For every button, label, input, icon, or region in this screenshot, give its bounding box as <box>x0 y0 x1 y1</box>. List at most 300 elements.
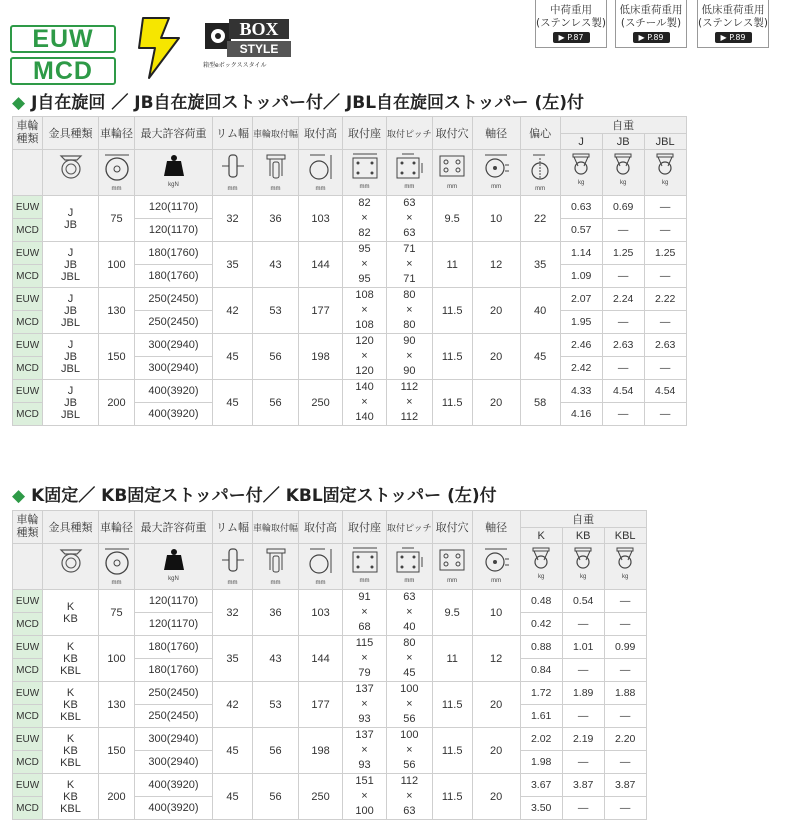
fitting-type: JB <box>64 304 77 317</box>
mount-height-cell: 177 <box>299 288 343 334</box>
rim-width-icon-cell <box>213 544 253 590</box>
max-load-cell: 300(2940) <box>135 334 213 357</box>
header-col3: 車輪径 <box>99 511 135 544</box>
max-load-cell: 120(1170) <box>135 613 213 636</box>
rim-width-icon <box>220 546 246 579</box>
mount-pitch-value: 63 <box>403 805 416 817</box>
fitting-types-cell <box>43 682 99 728</box>
fitting-types-cell <box>43 636 99 682</box>
legend-page-link[interactable]: ▶ P.89 <box>633 32 670 43</box>
mount-hole-cell: 11.5 <box>432 774 472 820</box>
axle-diameter-cell: 10 <box>472 196 520 242</box>
rim-width-icon-cell <box>213 150 253 196</box>
mount-plate-cell <box>343 242 387 288</box>
mount-pitch-value: 80 <box>403 289 416 301</box>
weight-cell: 1.89 <box>562 682 604 705</box>
wheel-diameter-icon <box>102 546 132 579</box>
max-load-cell: 300(2940) <box>135 728 213 751</box>
max-load-cell: 120(1170) <box>135 196 213 219</box>
header-col7: 取付高 <box>299 117 343 150</box>
mount-plate-cell <box>343 590 387 636</box>
fitting-type: JB <box>64 350 77 363</box>
weight-cell: 2.63 <box>602 334 644 357</box>
table-row <box>13 682 647 705</box>
fitting-type: JB <box>64 396 77 409</box>
header-weight-w1: J <box>560 134 602 150</box>
header-col8: 取付座 <box>343 117 387 150</box>
fitting-type: KB <box>63 744 78 757</box>
axle-diameter-cell: 20 <box>472 682 520 728</box>
mount-pitch-value: 90 <box>403 365 416 377</box>
mount-pitch-value: × <box>406 258 413 270</box>
header-weight-w1: K <box>520 528 562 544</box>
caster-weight-icon-cell <box>562 544 604 590</box>
unit-label: mm <box>111 580 122 586</box>
wheel-type-cell: EUW <box>13 380 43 403</box>
caster-weight-icon-cell <box>602 150 644 196</box>
weight-cell: 1.98 <box>520 751 562 774</box>
wheel-type-cell: EUW <box>13 196 43 219</box>
wheel-type-cell: EUW <box>13 288 43 311</box>
mount-pitch-cell <box>387 774 433 820</box>
swivel-caster-spec-table <box>12 116 687 426</box>
mount-height-icon <box>307 546 335 579</box>
mount-plate-value: × <box>361 350 368 362</box>
mount-hole-icon <box>437 546 467 577</box>
mount-plate-value: × <box>361 396 368 408</box>
rim-width-icon <box>220 152 246 185</box>
fitting-type: K <box>66 600 75 613</box>
mount-plate-value: × <box>361 790 368 802</box>
max-load-cell: 250(2450) <box>135 682 213 705</box>
weight-cell: 2.42 <box>560 357 602 380</box>
header-col10: 取付穴 <box>432 511 472 544</box>
mount-pitch-value: 45 <box>403 667 416 679</box>
fitting-type: KB <box>63 612 78 625</box>
unit-label: mm <box>404 578 415 584</box>
weight-cell: 1.25 <box>602 242 644 265</box>
caster-type-icon <box>57 152 85 183</box>
weight-cell: 1.01 <box>562 636 604 659</box>
table-row <box>13 728 647 751</box>
mount-plate-value: 137 <box>355 729 374 741</box>
weight-icon <box>161 546 187 575</box>
mount-pitch-value: × <box>406 652 413 664</box>
rim-width-cell: 45 <box>213 728 253 774</box>
header-col12: 偏心 <box>520 117 560 150</box>
section1-title-text: J自在旋回 ／ JB自在旋回ストッパー付／ JBL自在旋回ストッパー (左)付 <box>31 93 584 113</box>
fitting-types-cell <box>43 380 99 426</box>
wheel-type-cell: EUW <box>13 334 43 357</box>
weight-cell: 0.54 <box>562 590 604 613</box>
wheel-type-cell: EUW <box>13 242 43 265</box>
mount-height-cell: 177 <box>299 682 343 728</box>
fitting-types-cell <box>43 774 99 820</box>
mount-pitch-value: 63 <box>403 227 416 239</box>
mount-width-cell: 36 <box>253 590 299 636</box>
mount-pitch-value: 71 <box>403 243 416 255</box>
mount-pitch-icon-cell <box>387 150 433 196</box>
mount-pitch-value: 112 <box>400 411 419 423</box>
fitting-types-cell <box>43 242 99 288</box>
mount-plate-cell <box>343 636 387 682</box>
mount-width-icon-cell <box>253 544 299 590</box>
mount-plate-value: 91 <box>358 591 371 603</box>
axle-diameter-cell: 20 <box>472 288 520 334</box>
header-col5: リム幅 <box>213 117 253 150</box>
axle-diameter-cell: 20 <box>472 380 520 426</box>
legend-line: 低床重荷重用 <box>701 4 765 16</box>
max-load-cell: 180(1760) <box>135 636 213 659</box>
weight-cell: — <box>604 751 646 774</box>
mount-plate-icon-cell <box>343 544 387 590</box>
header-col3: 車輪径 <box>99 117 135 150</box>
unit-label: mm <box>270 580 281 586</box>
mount-width-cell: 36 <box>253 196 299 242</box>
caster-weight-icon-cell <box>644 150 686 196</box>
weight-cell: 0.69 <box>602 196 644 219</box>
mount-plate-value: 95 <box>358 273 371 285</box>
mount-plate-value: 93 <box>358 713 371 725</box>
rim-width-cell: 45 <box>213 334 253 380</box>
unit-label: mm <box>491 578 502 584</box>
unit-label: mm <box>359 578 370 584</box>
offset-cell: 58 <box>520 380 560 426</box>
mount-pitch-value: × <box>406 304 413 316</box>
weight-cell: 2.22 <box>644 288 686 311</box>
wheel-diameter-cell: 130 <box>99 682 135 728</box>
header-col4: 最大許容荷重 <box>135 117 213 150</box>
fitting-type: K <box>66 778 75 791</box>
weight-cell: 1.25 <box>644 242 686 265</box>
fitting-type: J <box>67 292 74 305</box>
caster-weight-icon <box>652 152 678 179</box>
weight-icon <box>161 152 187 181</box>
weight-cell: 2.07 <box>560 288 602 311</box>
legend-line: 中荷重用 <box>550 4 592 16</box>
mount-plate-value: 100 <box>355 805 374 817</box>
mount-plate-value: 79 <box>358 667 371 679</box>
wheel-type-cell: MCD <box>13 265 43 288</box>
header-col11: 軸径 <box>472 117 520 150</box>
legend-page-link[interactable]: ▶ P.87 <box>553 32 590 43</box>
mount-pitch-icon <box>394 152 424 183</box>
mount-height-icon-cell <box>299 150 343 196</box>
wheel-type-cell: MCD <box>13 403 43 426</box>
mount-pitch-value: 71 <box>403 273 416 285</box>
weight-cell: — <box>644 403 686 426</box>
wheel-diameter-icon-cell <box>99 544 135 590</box>
mount-plate-value: × <box>361 212 368 224</box>
mount-pitch-cell <box>387 288 433 334</box>
caster-weight-icon-cell <box>604 544 646 590</box>
max-load-cell: 120(1170) <box>135 219 213 242</box>
mount-height-icon-cell <box>299 544 343 590</box>
unit-label: kgN <box>168 576 179 582</box>
weight-cell: 0.57 <box>560 219 602 242</box>
mount-hole-icon-cell <box>432 544 472 590</box>
axle-diameter-icon <box>481 152 511 183</box>
wheel-type-cell: MCD <box>13 311 43 334</box>
unit-label: mm <box>270 186 281 192</box>
mount-plate-value: × <box>361 606 368 618</box>
header-col2: 金具種類 <box>43 511 99 544</box>
weight-cell: 4.16 <box>560 403 602 426</box>
mount-pitch-value: × <box>406 350 413 362</box>
mount-plate-icon-cell <box>343 150 387 196</box>
axle-diameter-cell: 20 <box>472 728 520 774</box>
mount-pitch-cell <box>387 682 433 728</box>
caster-weight-icon <box>568 152 594 179</box>
unit-label: kg <box>579 574 587 580</box>
mount-pitch-value: × <box>406 698 413 710</box>
legend-line: 低床重荷重用 <box>619 4 683 16</box>
axle-diameter-cell: 12 <box>472 636 520 682</box>
lightning-bolt-icon <box>135 16 185 80</box>
wheel-type-cell: EUW <box>13 682 43 705</box>
wheel-type-cell: MCD <box>13 613 43 636</box>
table-row <box>13 242 687 265</box>
weight-icon-cell <box>135 544 213 590</box>
weight-cell: 3.67 <box>520 774 562 797</box>
header-col6: 車輪取付幅 <box>253 117 299 150</box>
header-weight-w3: JBL <box>644 134 686 150</box>
offset-icon-cell <box>520 150 560 196</box>
mount-height-cell: 103 <box>299 590 343 636</box>
max-load-cell: 400(3920) <box>135 774 213 797</box>
max-load-cell: 180(1760) <box>135 242 213 265</box>
weight-cell: 1.61 <box>520 705 562 728</box>
mount-plate-cell <box>343 196 387 242</box>
mount-plate-value: 151 <box>355 775 374 787</box>
unit-label: kg <box>619 180 627 186</box>
weight-cell: 1.88 <box>604 682 646 705</box>
header-col2: 金具種類 <box>43 117 99 150</box>
mount-width-icon-cell <box>253 150 299 196</box>
caster-weight-icon <box>610 152 636 179</box>
rim-width-cell: 35 <box>213 242 253 288</box>
mount-pitch-value: × <box>406 606 413 618</box>
icon-blank <box>13 150 43 196</box>
weight-cell: — <box>644 311 686 334</box>
fitting-type: J <box>67 338 74 351</box>
wheel-diameter-cell: 75 <box>99 590 135 636</box>
wheel-diameter-cell: 100 <box>99 242 135 288</box>
max-load-cell: 400(3920) <box>135 403 213 426</box>
rim-width-cell: 42 <box>213 288 253 334</box>
weight-cell: 1.09 <box>560 265 602 288</box>
wheel-diameter-cell: 75 <box>99 196 135 242</box>
header-weight-w2: JB <box>602 134 644 150</box>
weight-cell: — <box>602 311 644 334</box>
mount-pitch-value: × <box>406 396 413 408</box>
mount-pitch-value: 63 <box>403 591 416 603</box>
max-load-cell: 400(3920) <box>135 797 213 820</box>
section2-title-text: K固定／ KB固定ストッパー付／ KBL固定ストッパー (左)付 <box>31 486 497 506</box>
weight-cell: 2.46 <box>560 334 602 357</box>
fitting-type: J <box>67 384 74 397</box>
fitting-type: JBL <box>61 408 80 421</box>
mount-pitch-icon <box>394 546 424 577</box>
mount-plate-value: 82 <box>358 227 371 239</box>
mount-height-cell: 250 <box>299 774 343 820</box>
mount-plate-value: 140 <box>355 411 374 423</box>
mount-width-cell: 56 <box>253 334 299 380</box>
offset-cell: 35 <box>520 242 560 288</box>
weight-cell: — <box>602 219 644 242</box>
fitting-types-cell <box>43 334 99 380</box>
header-col5: リム幅 <box>213 511 253 544</box>
unit-label: kg <box>661 180 669 186</box>
weight-cell: — <box>604 797 646 820</box>
mount-plate-value: × <box>361 304 368 316</box>
max-load-cell: 180(1760) <box>135 659 213 682</box>
weight-cell: 4.33 <box>560 380 602 403</box>
wheel-type-cell: EUW <box>13 728 43 751</box>
mount-plate-value: 108 <box>355 289 374 301</box>
mount-plate-icon <box>350 152 380 183</box>
weight-cell: 2.02 <box>520 728 562 751</box>
unit-label: kg <box>537 574 545 580</box>
unit-label: kg <box>577 180 585 186</box>
fitting-type: J <box>67 206 74 219</box>
legend-page-link[interactable]: ▶ P.89 <box>715 32 752 43</box>
icon-blank <box>13 544 43 590</box>
mount-plate-value: 68 <box>358 621 371 633</box>
weight-cell: — <box>562 613 604 636</box>
header-weight-w2: KB <box>562 528 604 544</box>
wheel-type-cell: MCD <box>13 659 43 682</box>
legend-line: (ステンレス製) <box>536 17 606 29</box>
mount-plate-cell <box>343 728 387 774</box>
table-row <box>13 334 687 357</box>
mount-width-icon <box>263 152 289 185</box>
offset-cell: 45 <box>520 334 560 380</box>
mount-hole-cell: 11.5 <box>432 380 472 426</box>
axle-diameter-cell: 20 <box>472 774 520 820</box>
weight-cell: 1.14 <box>560 242 602 265</box>
mount-height-cell: 144 <box>299 242 343 288</box>
header-col8: 取付座 <box>343 511 387 544</box>
fitting-type: KB <box>63 790 78 803</box>
weight-cell: — <box>644 196 686 219</box>
mount-pitch-value: 63 <box>403 197 416 209</box>
max-load-cell: 120(1170) <box>135 590 213 613</box>
legend-medium-load-stainless <box>535 0 607 48</box>
mount-width-icon <box>263 546 289 579</box>
mount-hole-cell: 9.5 <box>432 196 472 242</box>
mount-pitch-value: 100 <box>400 683 419 695</box>
weight-cell: — <box>562 751 604 774</box>
wheel-type-cell: EUW <box>13 590 43 613</box>
fitting-types-cell <box>43 728 99 774</box>
fitting-type: KBL <box>60 756 81 769</box>
mount-width-cell: 53 <box>253 288 299 334</box>
euw-logo: EUW <box>10 25 116 53</box>
boxstyle-top-text: BOX <box>239 19 279 39</box>
mount-height-cell: 198 <box>299 334 343 380</box>
caster-weight-icon <box>612 546 638 573</box>
caster-type-icon-cell <box>43 544 99 590</box>
wheel-diameter-cell: 200 <box>99 380 135 426</box>
mount-pitch-value: 112 <box>400 381 419 393</box>
mount-hole-cell: 11.5 <box>432 682 472 728</box>
weight-cell: 2.63 <box>644 334 686 357</box>
mount-plate-value: 95 <box>358 243 371 255</box>
weight-cell: 3.87 <box>604 774 646 797</box>
mount-height-cell: 250 <box>299 380 343 426</box>
header-col11: 軸径 <box>472 511 520 544</box>
mount-pitch-cell <box>387 380 433 426</box>
section1-title: ◆ J自在旋回 ／ JB自在旋回ストッパー付／ JBL自在旋回ストッパー (左)付 <box>12 93 584 113</box>
offset-icon <box>527 152 553 185</box>
weight-cell: 3.87 <box>562 774 604 797</box>
caster-weight-icon <box>570 546 596 573</box>
weight-icon-cell <box>135 150 213 196</box>
wheel-diameter-cell: 200 <box>99 774 135 820</box>
mount-width-cell: 53 <box>253 682 299 728</box>
wheel-diameter-cell: 150 <box>99 728 135 774</box>
mount-plate-value: 137 <box>355 683 374 695</box>
max-load-cell: 180(1760) <box>135 265 213 288</box>
table-row <box>13 774 647 797</box>
axle-diameter-icon-cell <box>472 150 520 196</box>
fitting-type: K <box>66 686 75 699</box>
fitting-types-cell <box>43 590 99 636</box>
unit-label: mm <box>111 186 122 192</box>
weight-cell: 2.20 <box>604 728 646 751</box>
weight-cell: — <box>562 797 604 820</box>
weight-cell: 3.50 <box>520 797 562 820</box>
mount-height-cell: 198 <box>299 728 343 774</box>
rim-width-cell: 45 <box>213 380 253 426</box>
weight-cell: — <box>562 659 604 682</box>
mount-pitch-cell <box>387 334 433 380</box>
weight-cell: — <box>604 613 646 636</box>
axle-diameter-cell: 12 <box>472 242 520 288</box>
unit-label: mm <box>359 184 370 190</box>
mount-plate-value: × <box>361 744 368 756</box>
unit-label: mm <box>447 578 458 584</box>
mount-plate-value: 120 <box>355 365 374 377</box>
caster-weight-icon-cell <box>560 150 602 196</box>
weight-cell: 0.84 <box>520 659 562 682</box>
mount-plate-value: 93 <box>358 759 371 771</box>
fitting-type: KBL <box>60 710 81 723</box>
unit-label: mm <box>315 580 326 586</box>
mount-pitch-cell <box>387 728 433 774</box>
wheel-type-cell: MCD <box>13 357 43 380</box>
wheel-type-cell: EUW <box>13 774 43 797</box>
mount-pitch-value: 56 <box>403 713 416 725</box>
mount-hole-icon-cell <box>432 150 472 196</box>
rim-width-cell: 32 <box>213 196 253 242</box>
weight-cell: — <box>602 357 644 380</box>
weight-cell: 4.54 <box>644 380 686 403</box>
mount-pitch-cell <box>387 196 433 242</box>
max-load-cell: 250(2450) <box>135 311 213 334</box>
header-col9: 取付ピッチ <box>387 117 433 150</box>
unit-label: kgN <box>168 182 179 188</box>
fitting-type: JB <box>64 218 77 231</box>
table-row <box>13 380 687 403</box>
wheel-type-cell: MCD <box>13 797 43 820</box>
fitting-type: JB <box>64 258 77 271</box>
legend-line: (ステンレス製) <box>698 17 768 29</box>
offset-cell: 22 <box>520 196 560 242</box>
unit-label: mm <box>227 186 238 192</box>
unit-label: mm <box>447 184 458 190</box>
